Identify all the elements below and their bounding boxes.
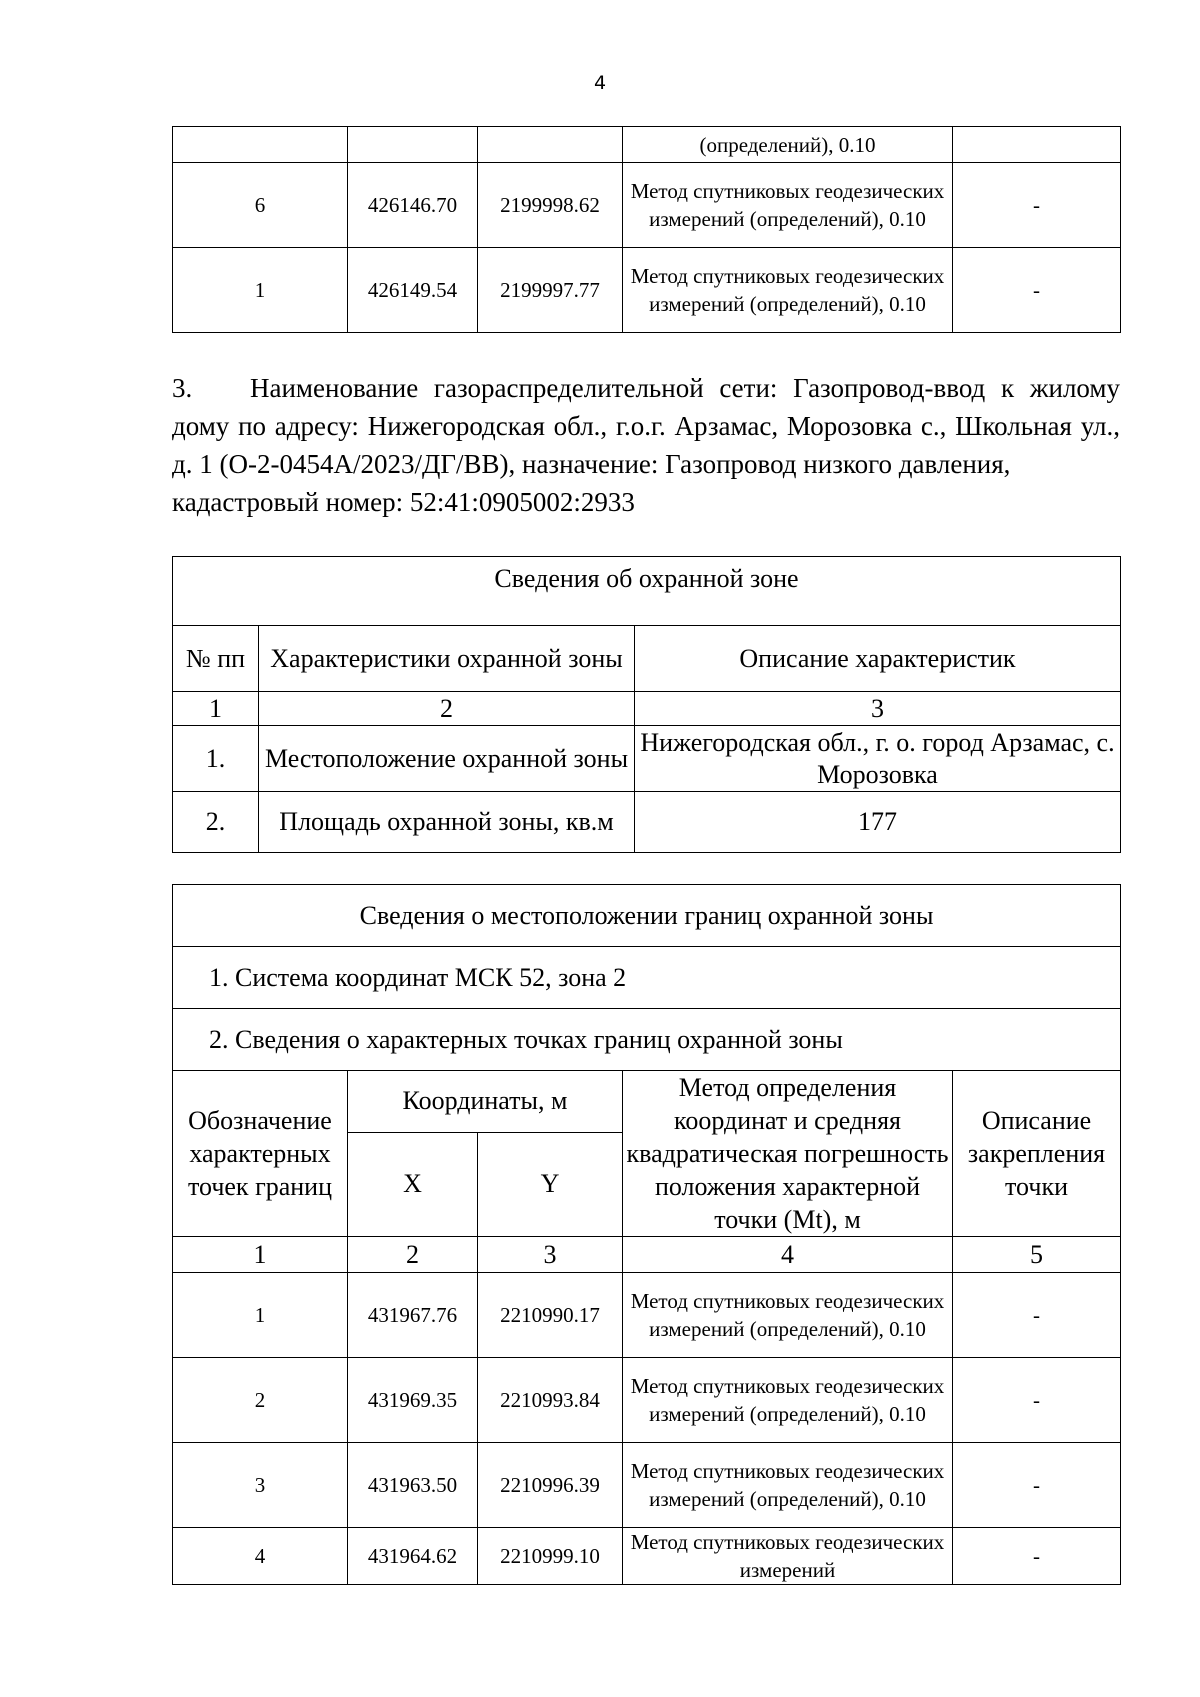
col-number: 5: [953, 1237, 1121, 1273]
desc-cell: -: [953, 1358, 1121, 1443]
point-cell: 1: [173, 1273, 348, 1358]
method-cell: Метод спутниковых геодезических измерений (определений), 0.10: [623, 1273, 953, 1358]
x-cell: [348, 127, 478, 163]
header-row: [173, 1071, 1121, 1133]
method-cell: Метод спутниковых геодезических измерений (определений), 0.10: [623, 1358, 953, 1443]
x-cell: 426146.70: [348, 163, 478, 248]
header-method: Метод определения координат и средняя квадратическая погрешность положения характерной точки (Mt), м: [623, 1071, 953, 1237]
header-point: Обозначение характерных точек границ: [173, 1071, 348, 1237]
section-3-paragraph: [172, 369, 1120, 521]
page-number: 4: [593, 72, 607, 94]
y-cell: 2199997.77: [478, 248, 623, 333]
method-cell: Метод спутниковых геодезических измерений: [623, 1528, 953, 1585]
header-characteristic: Характеристики охранной зоны: [259, 626, 635, 692]
method-cell: Метод спутниковых геодезических измерений (определений), 0.10: [623, 248, 953, 333]
y-cell: 2199998.62: [478, 163, 623, 248]
boundary-points-table: [172, 884, 1121, 1585]
zone-info-title: Сведения об охранной зоне: [173, 557, 1121, 626]
header-coords: Координаты, м: [348, 1071, 623, 1133]
row-description: Нижегородская обл., г. о. город Арзамас, с. Морозовка: [635, 726, 1121, 792]
zone-info-table: [172, 556, 1121, 853]
point-cell: 1: [173, 248, 348, 333]
table-row: [173, 1443, 1121, 1528]
col-number: 1: [173, 1237, 348, 1273]
col-number: 3: [635, 692, 1121, 726]
row-characteristic: Площадь охранной зоны, кв.м: [259, 792, 635, 853]
col-number: 4: [623, 1237, 953, 1273]
x-cell: 431963.50: [348, 1443, 478, 1528]
point-cell: [173, 127, 348, 163]
y-cell: 2210999.10: [478, 1528, 623, 1585]
point-cell: 2: [173, 1358, 348, 1443]
method-cell: (определений), 0.10: [623, 127, 953, 163]
x-cell: 431967.76: [348, 1273, 478, 1358]
points-title: 2. Сведения о характерных точках границ охранной зоны: [173, 1009, 1121, 1071]
col-number: 2: [259, 692, 635, 726]
row-characteristic: Местоположение охранной зоны: [259, 726, 635, 792]
row-num: 2.: [173, 792, 259, 853]
y-cell: 2210993.84: [478, 1358, 623, 1443]
section-number: 3.: [172, 373, 193, 403]
y-cell: 2210990.17: [478, 1273, 623, 1358]
boundary-title: Сведения о местоположении границ охранной зоны: [173, 885, 1121, 947]
desc-cell: -: [953, 1273, 1121, 1358]
table-row: [173, 1528, 1121, 1585]
header-description: Описание характеристик: [635, 626, 1121, 692]
row-num: 1.: [173, 726, 259, 792]
table-row: [173, 1273, 1121, 1358]
header-row: [173, 626, 1121, 692]
x-cell: 431969.35: [348, 1358, 478, 1443]
table-row: [173, 792, 1121, 853]
header-num: № пп: [173, 626, 259, 692]
table-row: [173, 163, 1121, 248]
column-number-row: [173, 1237, 1121, 1273]
desc-cell: -: [953, 163, 1121, 248]
point-cell: 6: [173, 163, 348, 248]
method-cell: Метод спутниковых геодезических измерений (определений), 0.10: [623, 1443, 953, 1528]
table-row: [173, 1358, 1121, 1443]
column-number-row: [173, 692, 1121, 726]
table-row: [173, 248, 1121, 333]
desc-cell: [953, 127, 1121, 163]
point-cell: 4: [173, 1528, 348, 1585]
desc-cell: -: [953, 248, 1121, 333]
method-cell: Метод спутниковых геодезических измерений (определений), 0.10: [623, 163, 953, 248]
header-desc: Описание закрепления точки: [953, 1071, 1121, 1237]
x-cell: 431964.62: [348, 1528, 478, 1585]
table-row: [173, 726, 1121, 792]
col-number: 1: [173, 692, 259, 726]
col-number: 2: [348, 1237, 478, 1273]
desc-cell: -: [953, 1528, 1121, 1585]
y-cell: [478, 127, 623, 163]
header-y: Y: [478, 1132, 623, 1236]
point-cell: 3: [173, 1443, 348, 1528]
header-x: X: [348, 1132, 478, 1236]
cadastral-number: кадастровый номер: 52:41:0905002:2933: [172, 487, 635, 517]
section-text: Наименование газораспределительной сети: Газопровод-ввод к жилому дому по адресу: Нижегородская обл., г.о.г. Арзамас, Морозовка с., Школьная ул., д. 1 (О-2-0454А/2023/ДГ/ВВ), назначение: Газопровод низкого давления,: [172, 373, 1120, 479]
col-number: 3: [478, 1237, 623, 1273]
desc-cell: -: [953, 1443, 1121, 1528]
row-description: 177: [635, 792, 1121, 853]
x-cell: 426149.54: [348, 248, 478, 333]
table-row: [173, 127, 1121, 163]
coordinate-system: 1. Система координат МСК 52, зона 2: [173, 947, 1121, 1009]
y-cell: 2210996.39: [478, 1443, 623, 1528]
coordinates-table-continued: [172, 126, 1121, 333]
